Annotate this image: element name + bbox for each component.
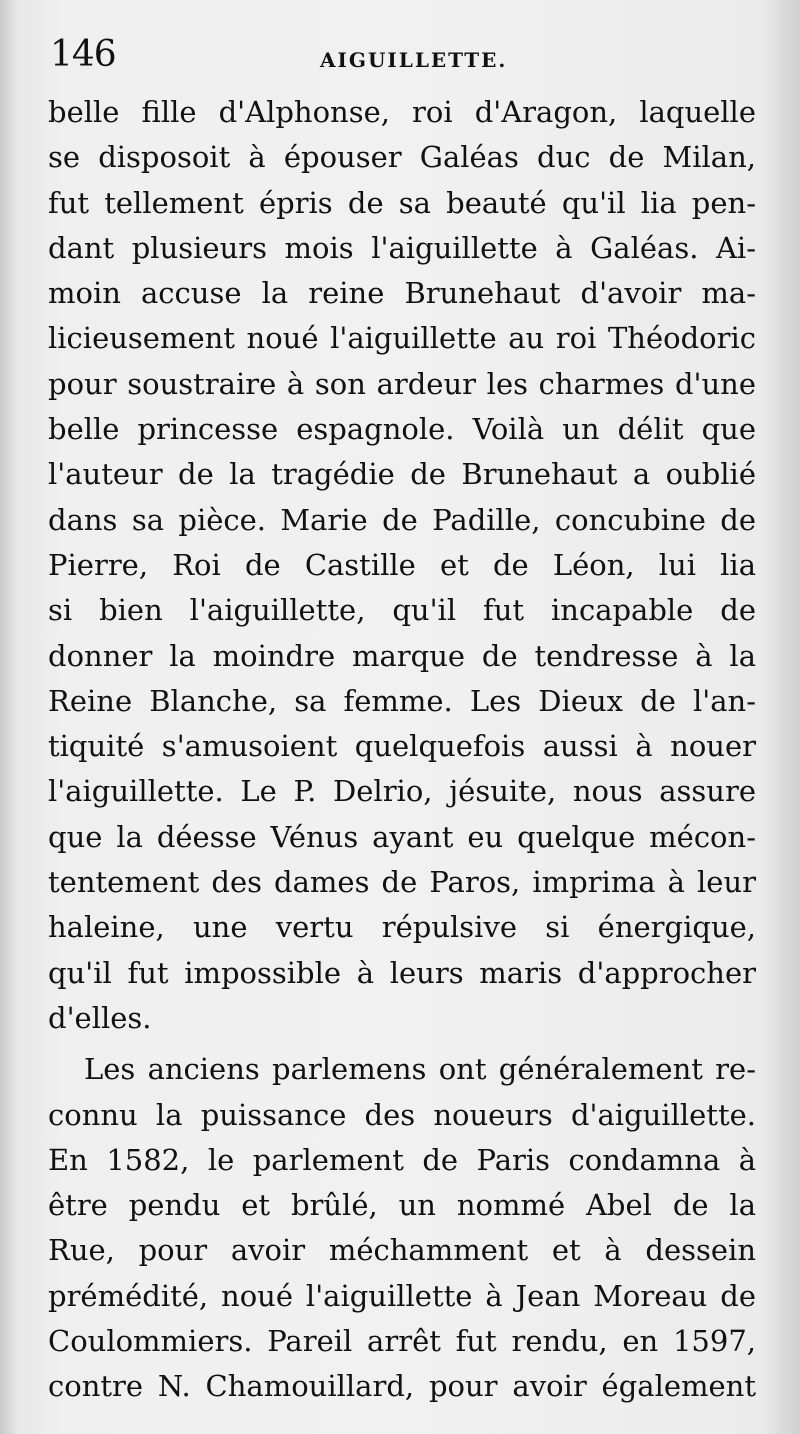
text-line: contre N. Chamouillard, pour avoir également — [48, 1369, 756, 1404]
text-line: tiquité s'amusoient quelquefois aussi à nouer — [48, 729, 756, 764]
text-line: tentement des dames de Paros, imprima à leur — [48, 865, 756, 900]
text-line: qu'il fut impossible à leurs maris d'approcher — [48, 955, 756, 990]
page-number: 146 — [50, 34, 116, 75]
text-line: belle fille d'Alphonse, roi d'Aragon, laquelle — [48, 95, 756, 129]
text-line: En 1582, le parlement de Paris condamna à — [48, 1142, 756, 1177]
text-line: connu la puissance des noueurs d'aiguillette. — [48, 1097, 756, 1132]
text-line: donner la moindre marque de tendresse à la — [48, 638, 756, 673]
text-line: Les anciens parlemens ont généralement re- — [84, 1052, 756, 1087]
text-line: prémédité, noué l'aiguillette à Jean Moreau de — [48, 1278, 756, 1313]
text-line: si bien l'aiguillette, qu'il fut incapable de — [48, 593, 756, 628]
text-line: haleine, une vertu répulsive si énergique, — [48, 910, 756, 945]
text-line: que la déesse Vénus ayant eu quelque mécon- — [48, 819, 756, 854]
text-line: belle princesse espagnole. Voilà un délit que — [48, 412, 756, 447]
text-line: se disposoit à épouser Galéas duc de Milan, — [48, 140, 756, 175]
text-line: dant plusieurs mois l'aiguillette à Galéas. Ai- — [48, 230, 756, 265]
paragraph — [48, 1047, 756, 1409]
text-line: fut tellement épris de sa beauté qu'il lia pen- — [48, 185, 756, 220]
text-line: licieusement noué l'aiguillette au roi Théodoric — [48, 321, 756, 356]
text-line: Reine Blanche, sa femme. Les Dieux de l'an- — [48, 683, 756, 718]
paragraph — [48, 90, 756, 1041]
text-line: l'aiguillette. Le P. Delrio, jésuite, nous assure — [48, 774, 756, 809]
text-line: Rue, pour avoir méchamment et à dessein — [48, 1233, 756, 1268]
text-line: être pendu et brûlé, un nommé Abel de la — [48, 1188, 756, 1223]
text-line: d'elles. — [48, 1000, 152, 1035]
page-header — [50, 34, 750, 84]
running-title: AIGUILLETTE. — [320, 48, 508, 72]
text-line: Coulommiers. Pareil arrêt fut rendu, en 1597, — [48, 1324, 756, 1359]
text-line: pour soustraire à son ardeur les charmes d'une — [48, 366, 756, 401]
text-line: moin accuse la reine Brunehaut d'avoir ma- — [48, 276, 756, 311]
text-line: dans sa pièce. Marie de Padille, concubine de — [48, 502, 756, 537]
text-line: Pierre, Roi de Castille et de Léon, lui lia — [48, 547, 756, 582]
body-text — [48, 90, 756, 1410]
text-line: l'auteur de la tragédie de Brunehaut a oublié — [48, 457, 756, 492]
